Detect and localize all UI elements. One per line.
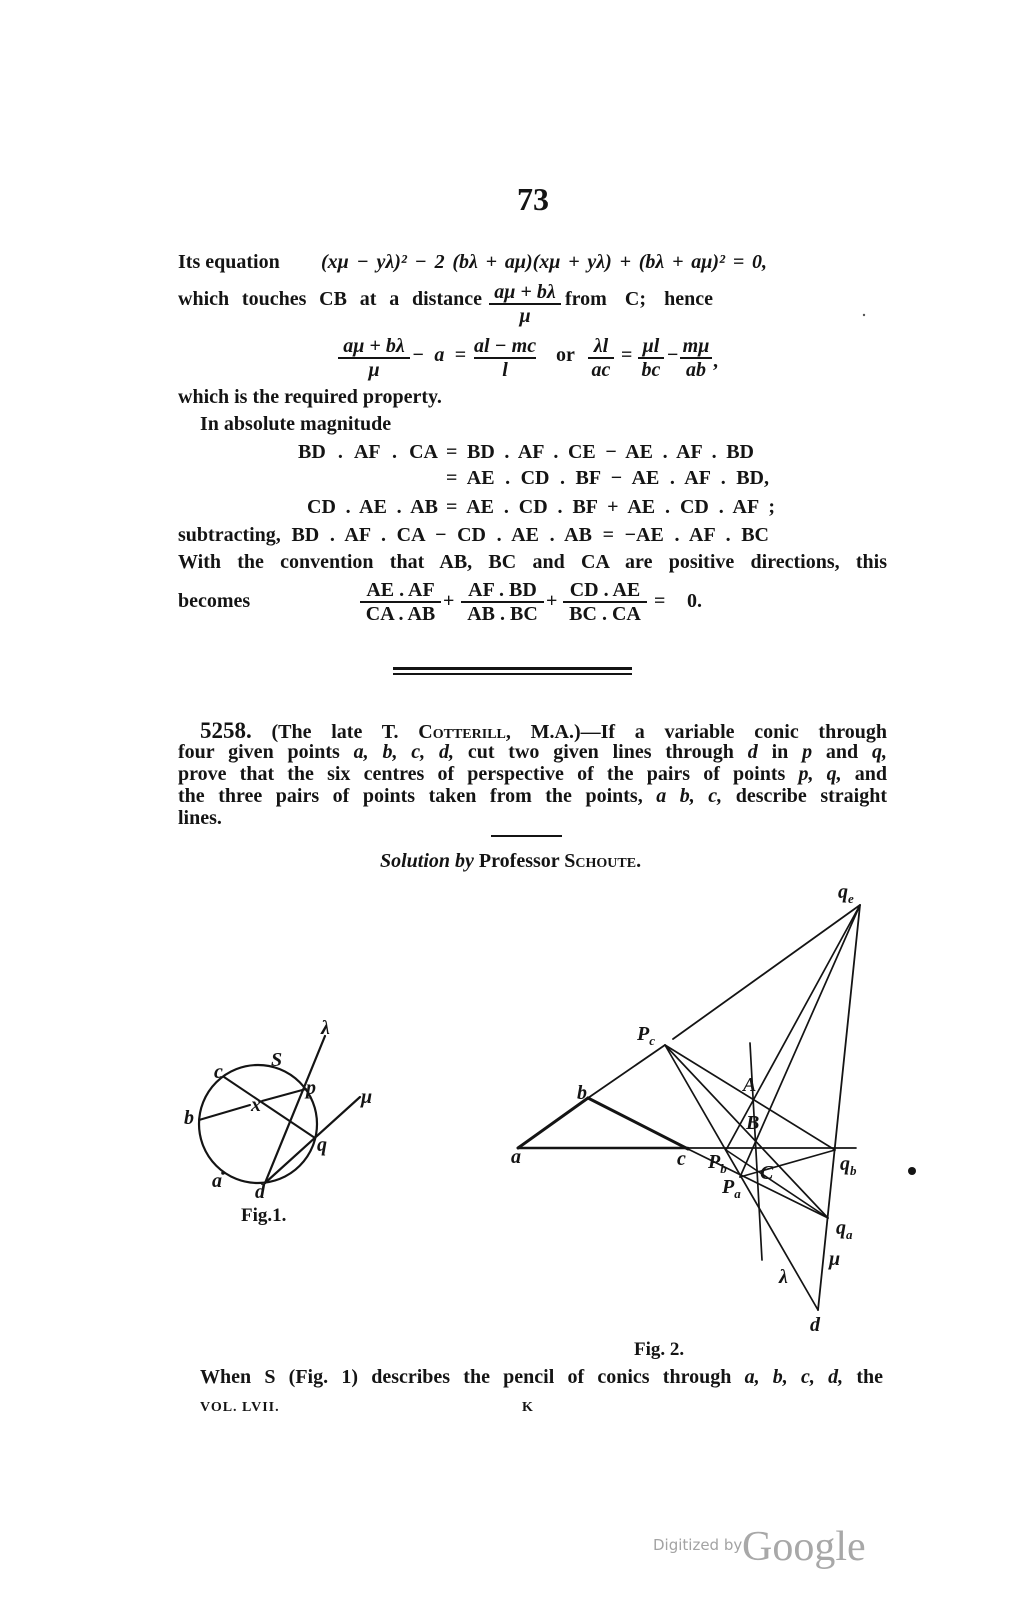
plus-sign: + [546, 590, 558, 612]
label-B: B [746, 1112, 760, 1134]
label-x: x [251, 1094, 261, 1116]
problem-text: the three pairs of points taken from the points, [178, 785, 657, 807]
problem-points: p, q, [798, 763, 842, 785]
closing-line [200, 1366, 883, 1388]
relation-equals: = [621, 344, 633, 366]
line-mu [265, 1097, 360, 1183]
fraction-denominator: μ [368, 359, 380, 381]
chord-c-q [224, 1077, 315, 1138]
problem-text: in [757, 741, 803, 763]
chord-b-p [199, 1105, 250, 1120]
scan-speck [908, 1167, 916, 1175]
label-p: p [306, 1077, 316, 1099]
solution-author: Schoute [564, 850, 637, 872]
label-b: b [577, 1082, 587, 1104]
conic-equation: (xμ − yλ)² − 2 (bλ + aμ)(xμ + yλ) + (bλ + aμ)² = 0, [321, 251, 767, 273]
problem-text: , M.A.)—If a variable conic through [505, 721, 887, 743]
convention-text: With the convention that AB, BC and CA are positive directions, this [178, 551, 887, 573]
volume-mark: VOL. LVII. [200, 1400, 280, 1415]
signature-mark: K [522, 1400, 534, 1415]
problem-text: four given points [178, 741, 354, 763]
problem-point-d: d [747, 741, 758, 763]
problem-point-p: p [802, 741, 813, 763]
label-mu: μ [829, 1248, 841, 1270]
fraction-numerator: AE . AF [360, 580, 441, 603]
relation-minus: − [667, 344, 679, 366]
label-a: a [212, 1170, 222, 1192]
closing-text: the [843, 1366, 883, 1388]
fraction-numerator: mμ [680, 336, 712, 359]
problem-text: (The late T. [251, 721, 419, 743]
fraction-denominator: ab [686, 359, 706, 381]
fraction-denominator: l [502, 359, 508, 381]
label-lambda: λ [321, 1017, 330, 1039]
figure-1-caption: Fig.1. [241, 1205, 287, 1226]
label-pb: $P_b$ [708, 1151, 727, 1176]
fraction-numerator: μl [638, 336, 664, 359]
label-c: c [214, 1061, 223, 1083]
magnitude-rhs: = AE . CD . BF − AE . AF . BD, [446, 467, 769, 489]
label-C: C [760, 1162, 774, 1184]
subtracting-expr: BD . AF . CA − CD . AE . AB = −AE . AF . BC [291, 524, 770, 546]
fraction-numerator: aμ + bλ [489, 282, 561, 305]
watermark-brand: Google [742, 1524, 866, 1570]
side-b-c [588, 1098, 688, 1149]
conclusion-text: which is the required property. [178, 386, 442, 408]
line-lambda [665, 1045, 818, 1310]
relation-comma: , [713, 350, 718, 372]
line-pc-qe [673, 905, 860, 1039]
fraction-denominator: BC . CA [569, 603, 641, 625]
line-pa-qb [740, 1150, 835, 1177]
relation-or: or [556, 344, 575, 366]
fraction-numerator: λl [588, 336, 614, 359]
fraction-denominator: bc [641, 359, 661, 381]
label-qa: $q_a$ [836, 1217, 853, 1242]
label-A: A [743, 1074, 757, 1096]
label-a: a [511, 1146, 521, 1168]
magnitude-rhs: = AE . CD . BF + AE . CD . AF ; [446, 496, 775, 518]
fraction-denominator: ac [591, 359, 611, 381]
problem-text: and [841, 763, 888, 785]
fraction-numerator: CD . AE [563, 580, 647, 603]
fraction-denominator: CA . AB [365, 603, 436, 625]
magnitude-lhs: BD . AF . CA [298, 441, 438, 463]
problem-text: prove that the six centres of perspective of the pairs of points [178, 763, 799, 785]
subtracting-label: subtracting, [178, 524, 281, 546]
line-b-pc [588, 1045, 665, 1098]
problem-text: describe straight [722, 785, 887, 807]
watermark-prefix: Digitized by [653, 1536, 743, 1554]
solution-text: . [636, 850, 642, 872]
magnitude-lhs: CD . AE . AB [307, 496, 438, 518]
label-b: b [184, 1107, 194, 1129]
label-pc: $P_c$ [637, 1023, 655, 1048]
fraction-numerator: AF . BD [461, 580, 544, 603]
figure-2 [511, 881, 860, 1360]
touch-text-post: from C; hence [565, 288, 713, 310]
label-qe: $q_e$ [838, 881, 854, 906]
closing-points: a, b, c, d, [744, 1366, 844, 1388]
fraction-numerator: aμ + bλ [338, 336, 410, 359]
side-a-b [518, 1098, 588, 1148]
problem-number: 5258. [200, 718, 252, 743]
page-number: 73 [517, 181, 549, 217]
label-lambda: λ [779, 1266, 788, 1288]
label-S: S [271, 1049, 283, 1071]
label-pa: $P_a$ [722, 1176, 741, 1201]
figure-1 [184, 1017, 372, 1226]
becomes-result: = 0. [654, 590, 702, 612]
fraction-denominator: μ [519, 305, 531, 327]
problem-author: Cotterill [418, 721, 506, 743]
scan-speck [863, 314, 865, 316]
magnitude-rhs: = BD . AF . CE − AE . AF . BD [446, 441, 754, 463]
problem-text: cut two given lines through [453, 741, 748, 763]
magnitude-intro: In absolute magnitude [200, 413, 392, 435]
fraction-numerator: al − mc [474, 335, 537, 357]
solution-by: Solution by [380, 850, 474, 872]
fraction-denominator: AB . BC [467, 603, 538, 625]
problem-points: a, b, c, d, [353, 741, 454, 763]
label-c: c [677, 1148, 686, 1170]
label-qb: $q_b$ [840, 1153, 857, 1178]
problem-point-q: q, [872, 741, 887, 763]
closing-text: When S (Fig. 1) describes the pencil of conics through [200, 1366, 745, 1388]
touch-text: which touches CB at a distance [178, 288, 482, 310]
problem-text: and [812, 741, 872, 763]
problem-line-5: lines. [178, 807, 222, 829]
plus-sign: + [443, 590, 455, 612]
becomes-label: becomes [178, 590, 251, 612]
line-qe-pa [740, 905, 860, 1177]
problem-points: a b, c, [656, 785, 723, 807]
label-d: d [255, 1181, 265, 1203]
relation-minus-a: − a = [412, 344, 466, 366]
line-pb-qa [726, 1150, 828, 1218]
figure-2-caption: Fig. 2. [634, 1339, 685, 1360]
solution-text: Professor [473, 850, 565, 872]
equation-label: Its equation [178, 251, 280, 273]
label-q: q [317, 1134, 327, 1156]
label-mu: μ [361, 1086, 373, 1108]
label-d: d [810, 1314, 820, 1336]
